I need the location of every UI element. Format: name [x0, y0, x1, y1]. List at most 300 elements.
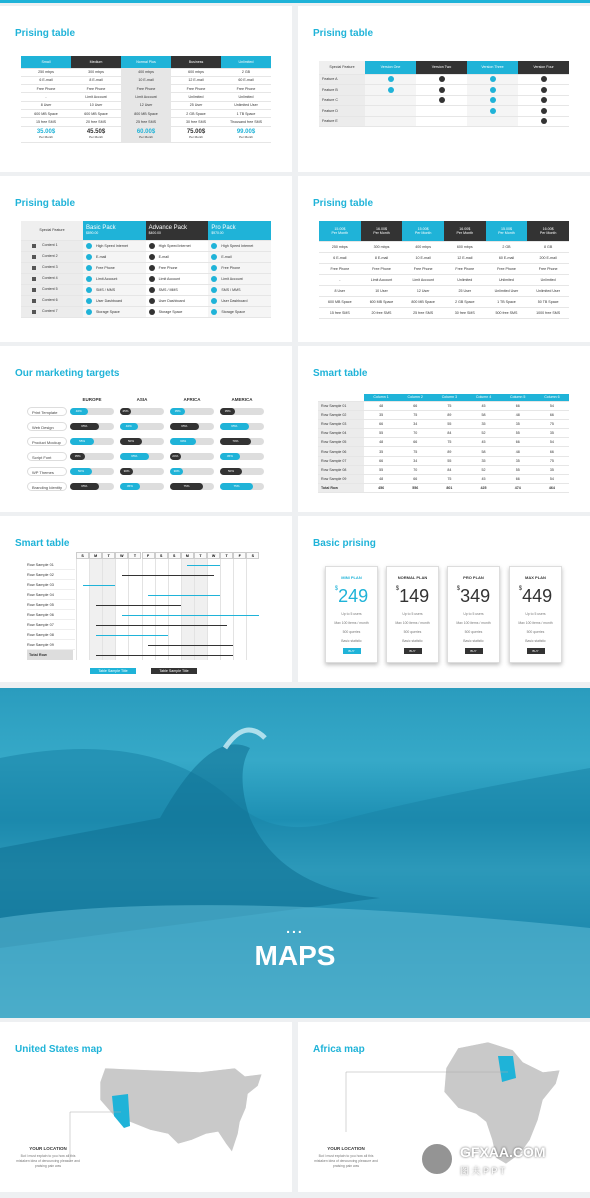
- table-cell: 800 MB Space: [402, 296, 444, 307]
- table-cell: 50 TB Space: [527, 296, 569, 307]
- item-text: High Speed Internet: [158, 243, 191, 248]
- table-cell: Unlimited: [221, 93, 271, 101]
- plan-feature: Up to 5 users: [341, 612, 362, 616]
- plan-feature: 500 queries: [526, 630, 545, 634]
- day-header: S: [246, 552, 259, 559]
- table-row: [318, 475, 569, 484]
- table-cell: Unlimited: [444, 274, 486, 285]
- progress-fill: 30%: [170, 468, 183, 475]
- table-cell: 60 E-mail: [486, 252, 528, 263]
- table-cell: 66: [398, 401, 432, 410]
- plan-price: [326, 586, 377, 607]
- price-cell: [121, 126, 171, 142]
- content-text: Content 5: [42, 287, 58, 292]
- item-cell: [83, 284, 146, 295]
- row-label: Row Sample 07: [27, 620, 75, 630]
- table-row: [21, 295, 271, 306]
- table-cell: 6 E-mail: [21, 76, 71, 84]
- monthly-pricing-table: [319, 221, 569, 319]
- table-cell: 1 TB Space: [221, 109, 271, 117]
- progress-bar: [120, 468, 164, 475]
- row-label: Row Sample 07: [318, 456, 364, 465]
- pack-name: Advance Pack: [148, 225, 188, 232]
- table-row: [21, 284, 271, 295]
- item-cell: [146, 284, 209, 295]
- progress-fill: 40%: [70, 408, 88, 415]
- watermark-sub: 图 夫 P P T: [460, 1166, 506, 1176]
- smart-table: [318, 394, 569, 493]
- slide-title: Basic prising: [313, 538, 376, 549]
- table-cell: 84: [432, 465, 466, 474]
- table-cell: 55: [501, 465, 535, 474]
- table-cell: Free Phone: [402, 263, 444, 274]
- progress-bar: [120, 423, 164, 430]
- check-cell: [518, 116, 569, 127]
- item-text: User Dashboard: [96, 298, 123, 303]
- content-label: [21, 306, 83, 317]
- check-icon: [541, 118, 547, 124]
- price-header: [319, 221, 361, 241]
- progress-bar: [170, 408, 214, 415]
- feature-label: Feature D: [319, 106, 365, 117]
- total-cell: 801: [432, 484, 466, 493]
- content-text: Content 7: [42, 309, 58, 314]
- day-column: [128, 552, 141, 660]
- plan-card: [509, 566, 562, 663]
- plan-card: [447, 566, 500, 663]
- check-cell: [518, 95, 569, 106]
- region-label: ASIA: [136, 397, 148, 402]
- progress-bar: [120, 408, 164, 415]
- check-icon: [439, 87, 445, 93]
- table-cell: Free Phone: [171, 85, 221, 93]
- progress-fill: 35%: [170, 408, 185, 415]
- version-header: Version Three: [467, 61, 518, 74]
- maps-banner: [0, 688, 590, 1018]
- slide-us-map: [0, 1022, 292, 1192]
- gantt-bar: [148, 645, 233, 646]
- table-cell: 66: [364, 456, 398, 465]
- corner-cell: [318, 394, 364, 401]
- item-cell: [83, 240, 146, 251]
- plan-price: [448, 586, 499, 607]
- banner-dots: ...: [286, 920, 304, 936]
- progress-fill: 50%: [220, 468, 242, 475]
- content-label: [21, 262, 83, 273]
- check-icon: [86, 265, 92, 271]
- table-cell: 12 User: [121, 101, 171, 109]
- check-icon: [211, 265, 217, 271]
- feature-label: Feature B: [319, 85, 365, 96]
- row-label: Row Sample 08: [318, 465, 364, 474]
- table-cell: 75: [535, 456, 569, 465]
- gantt-bar: [96, 655, 234, 656]
- slide-title: Our marketing targets: [15, 368, 120, 379]
- table-row: [318, 447, 569, 456]
- check-cell: [416, 74, 467, 85]
- table-cell: Thousand free SMS: [221, 118, 271, 126]
- table-row: [21, 306, 271, 317]
- table-cell: 10 E-mail: [121, 76, 171, 84]
- row-label: Row Sample 01: [318, 401, 364, 410]
- price-value: 15.00$: [417, 226, 429, 231]
- check-icon: [211, 298, 217, 304]
- table-cell: 300 mbps: [71, 68, 121, 76]
- slide-title: Smart table: [313, 368, 368, 379]
- table-cell: 2 GB: [486, 241, 528, 252]
- currency-symbol: $: [334, 586, 339, 592]
- table-cell: Limit Account: [121, 93, 171, 101]
- table-cell: 8 User: [21, 101, 71, 109]
- table-cell: Unlimited: [527, 274, 569, 285]
- table-row: [318, 438, 569, 447]
- day-header: M: [89, 552, 102, 559]
- price-period: Per Month: [89, 135, 103, 140]
- progress-bar: [220, 438, 264, 445]
- item-text: Storage Space: [96, 309, 120, 314]
- slide-title: Prising table: [313, 28, 374, 39]
- slide-title: Prising table: [15, 28, 76, 39]
- check-cell: [416, 106, 467, 117]
- pricing-table: [21, 56, 271, 143]
- currency-symbol: $: [456, 586, 461, 592]
- pack-price: $890.00: [86, 231, 99, 236]
- content-label: [21, 273, 83, 284]
- table-cell: -: [21, 93, 71, 101]
- table-cell: -: [319, 274, 361, 285]
- price-period: Per Month: [414, 230, 432, 235]
- table-cell: 2 GB Space: [171, 109, 221, 117]
- check-icon: [490, 97, 496, 103]
- table-cell: Limit Account: [71, 93, 121, 101]
- header-row: [21, 221, 271, 240]
- table-row: [318, 410, 569, 419]
- price-value: 75.00$: [186, 129, 206, 136]
- progress-bar: [170, 438, 214, 445]
- feature-header: Special Feature: [21, 221, 83, 240]
- day-column: [102, 552, 115, 660]
- plan-header: Normal Plus: [121, 56, 171, 68]
- table-cell: 20 free SMS: [71, 118, 121, 126]
- row-label: Row Sample 06: [318, 447, 364, 456]
- column-header: Column 5: [501, 394, 535, 401]
- price-value: 60.00$: [136, 129, 156, 136]
- progress-bar: [220, 423, 264, 430]
- table-cell: 12 User: [402, 285, 444, 296]
- check-icon: [541, 87, 547, 93]
- progress-fill: 50%: [120, 438, 142, 445]
- plan-header: Unlimited: [221, 56, 271, 68]
- table-row: [21, 93, 271, 101]
- price-cell: [221, 126, 271, 142]
- table-cell: 52: [466, 465, 500, 474]
- progress-fill: 65%: [70, 483, 99, 490]
- table-cell: 600 MB Space: [319, 296, 361, 307]
- target-label: WP Themes: [27, 467, 67, 476]
- table-cell: 60 E-mail: [221, 76, 271, 84]
- item-text: E-mail: [158, 254, 169, 259]
- table-cell: 66: [398, 438, 432, 447]
- location-text: But I must explain to you how all this mistaken idea of denouncing pleasure and praising pain was: [314, 1154, 378, 1168]
- table-cell: 400 mbps: [121, 68, 171, 76]
- price-value: 15.00$: [500, 226, 512, 231]
- table-cell: 35: [535, 429, 569, 438]
- price-value: 99.00$: [236, 129, 256, 136]
- progress-bar: [70, 423, 114, 430]
- price-cell: [71, 126, 121, 142]
- total-row-label: Total Row: [27, 650, 73, 660]
- total-cell: 456: [364, 484, 398, 493]
- content-icon: [32, 310, 36, 314]
- item-text: Limit Account: [221, 276, 243, 281]
- plan-feature: Max 100 items / month: [518, 621, 553, 625]
- feature-label: Feature E: [319, 116, 365, 127]
- table-cell: 8 E-mail: [361, 252, 403, 263]
- table-row: [319, 74, 569, 85]
- total-row: [318, 484, 569, 493]
- table-cell: 25 free SMS: [402, 307, 444, 318]
- slide-prising-table-4: [298, 176, 590, 342]
- item-cell: [146, 273, 209, 284]
- column-header: Column 4: [466, 394, 500, 401]
- header-row: [319, 61, 569, 74]
- table-cell: 34: [398, 419, 432, 428]
- item-cell: [83, 273, 146, 284]
- gantt-bar: [148, 595, 220, 596]
- target-label: Print Template: [27, 407, 67, 416]
- progress-bar: [170, 468, 214, 475]
- table-cell: Unlimited User: [486, 285, 528, 296]
- item-cell: [146, 295, 209, 306]
- table-row: [21, 118, 271, 126]
- gantt-bar: [96, 635, 168, 636]
- item-text: SMS / MMS: [158, 287, 178, 292]
- price-header: [444, 221, 486, 241]
- progress-bar: [220, 453, 264, 460]
- check-icon: [86, 243, 92, 249]
- item-cell: [146, 262, 209, 273]
- table-cell: 10 E-mail: [402, 252, 444, 263]
- progress-fill: 35%: [70, 453, 85, 460]
- item-cell: [83, 262, 146, 273]
- table-cell: 55: [364, 465, 398, 474]
- check-icon: [439, 76, 445, 82]
- item-cell: [208, 284, 271, 295]
- target-label: Product Mockup: [27, 437, 67, 446]
- progress-fill: 60%: [170, 438, 196, 445]
- progress-fill: 65%: [170, 423, 199, 430]
- banner-title: MAPS: [254, 940, 336, 971]
- item-text: Free Phone: [221, 265, 241, 270]
- pack-header: [208, 221, 271, 240]
- table-cell: 55: [501, 429, 535, 438]
- item-text: User Dashboard: [158, 298, 185, 303]
- table-cell: 84: [432, 429, 466, 438]
- price-period: Per Month: [189, 135, 203, 140]
- check-icon: [211, 254, 217, 260]
- slide-title: Prising table: [15, 198, 76, 209]
- table-cell: Free Phone: [71, 85, 121, 93]
- table-cell: 66: [501, 438, 535, 447]
- check-cell: [518, 106, 569, 117]
- price-value: 16.00$: [459, 226, 471, 231]
- progress-fill: 75%: [220, 483, 253, 490]
- check-icon: [86, 298, 92, 304]
- table-cell: 75: [398, 410, 432, 419]
- row-label: Row Sample 09: [27, 640, 75, 650]
- total-cell: 556: [398, 484, 432, 493]
- table-cell: 89: [432, 447, 466, 456]
- check-cell: [467, 95, 518, 106]
- progress-bar: [70, 408, 114, 415]
- content-icon: [32, 299, 36, 303]
- check-cell: [467, 85, 518, 96]
- row-label: Row Sample 02: [27, 570, 75, 580]
- table-cell: 66: [501, 475, 535, 484]
- check-cell: [467, 74, 518, 85]
- check-icon: [490, 76, 496, 82]
- plan-feature: 500 queries: [403, 630, 422, 634]
- pack-name: Basic Pack: [86, 225, 116, 232]
- column-header: Column 2: [398, 394, 432, 401]
- table-cell: 45: [466, 401, 500, 410]
- progress-fill: 65%: [70, 423, 99, 430]
- check-icon: [211, 309, 217, 315]
- price-header: [486, 221, 528, 241]
- watermark: [420, 1140, 580, 1180]
- progress-bar: [220, 483, 264, 490]
- check-icon: [541, 108, 547, 114]
- price-value: 16.00$: [375, 226, 387, 231]
- check-icon: [388, 87, 394, 93]
- price-value: 35.00$: [36, 129, 56, 136]
- table-row: [319, 241, 569, 252]
- table-cell: 66: [535, 410, 569, 419]
- content-label: [21, 284, 83, 295]
- plan-header: Business: [171, 56, 221, 68]
- day-header: T: [128, 552, 141, 559]
- table-cell: 35: [501, 456, 535, 465]
- plan-card: [325, 566, 378, 663]
- price-value: 449: [522, 586, 553, 606]
- content-text: Content 6: [42, 298, 58, 303]
- progress-fill: 75%: [170, 483, 203, 490]
- table-row: [318, 465, 569, 474]
- item-cell: [146, 306, 209, 317]
- table-row: [319, 307, 569, 318]
- item-text: Free Phone: [96, 265, 115, 270]
- item-text: SMS / MMS: [221, 287, 241, 292]
- item-cell: [146, 251, 209, 262]
- table-cell: 34: [398, 456, 432, 465]
- plan-feature: Basic statistic: [525, 639, 546, 643]
- check-cell: [365, 106, 416, 117]
- buy-button[interactable]: BUY: [527, 648, 545, 654]
- table-cell: Unlimited: [486, 274, 528, 285]
- day-column: [233, 552, 246, 660]
- table-row: [318, 429, 569, 438]
- check-icon: [149, 309, 155, 315]
- table-cell: Free Phone: [361, 263, 403, 274]
- top-accent-bar: [0, 0, 590, 3]
- day-column: [89, 552, 102, 660]
- table-row: [319, 285, 569, 296]
- buy-button[interactable]: BUY: [404, 648, 422, 654]
- table-cell: 75: [432, 438, 466, 447]
- slide-prising-table-3: [0, 176, 292, 342]
- content-label: [21, 240, 83, 251]
- day-header: S: [155, 552, 168, 559]
- row-label: Row Sample 01: [27, 560, 75, 570]
- slide-prising-table-2: [298, 6, 590, 172]
- progress-bar: [120, 438, 164, 445]
- progress-fill: 45%: [220, 453, 240, 460]
- region-label: AMERICA: [231, 397, 253, 402]
- table-cell: Free Phone: [527, 263, 569, 274]
- table-row: [319, 263, 569, 274]
- table-cell: 48: [501, 447, 535, 456]
- price-cell: [171, 126, 221, 142]
- row-label: Row Sample 04: [27, 590, 75, 600]
- table-cell: 45: [466, 438, 500, 447]
- price-header: [402, 221, 444, 241]
- table-row: [21, 101, 271, 109]
- slide-smart-table-2: [0, 516, 292, 682]
- row-label: Row Sample 03: [318, 419, 364, 428]
- day-header: F: [142, 552, 155, 559]
- slide-marketing-targets: [0, 346, 292, 512]
- check-icon: [541, 76, 547, 82]
- table-cell: 45: [466, 475, 500, 484]
- table-row: [21, 76, 271, 84]
- target-label: Web Design: [27, 422, 67, 431]
- check-cell: [365, 85, 416, 96]
- table-cell: 6 E-mail: [319, 252, 361, 263]
- table-cell: 35: [364, 447, 398, 456]
- watermark-main: GFXAA.COM: [460, 1144, 546, 1160]
- table-cell: 35: [364, 410, 398, 419]
- check-icon: [388, 76, 394, 82]
- buy-button[interactable]: BUY: [343, 648, 361, 654]
- table-row: [319, 85, 569, 96]
- check-icon: [86, 254, 92, 260]
- table-cell: 66: [501, 401, 535, 410]
- item-cell: [208, 262, 271, 273]
- item-text: E-mail: [221, 254, 232, 259]
- table-cell: 58: [466, 447, 500, 456]
- plan-name: PRO PLAN: [463, 575, 484, 580]
- price-header: [361, 221, 403, 241]
- table-cell: Unlimited User: [221, 101, 271, 109]
- table-cell: 54: [535, 401, 569, 410]
- check-icon: [211, 276, 217, 282]
- price-period: Per Month: [331, 230, 349, 235]
- price-value: 45.50$: [86, 129, 106, 136]
- table-cell: 48: [364, 475, 398, 484]
- plan-feature: Basic statistic: [341, 639, 362, 643]
- table-row: [319, 116, 569, 127]
- table-cell: 48: [364, 401, 398, 410]
- item-cell: [208, 295, 271, 306]
- check-cell: [365, 95, 416, 106]
- buy-button[interactable]: BUY: [465, 648, 483, 654]
- item-text: High Speed Internet: [221, 243, 254, 248]
- gantt-bar: [96, 625, 227, 626]
- content-icon: [32, 277, 36, 281]
- plan-name: MINI PLAN: [341, 575, 362, 580]
- table-cell: 75: [398, 447, 432, 456]
- total-label: Total Row: [318, 484, 364, 493]
